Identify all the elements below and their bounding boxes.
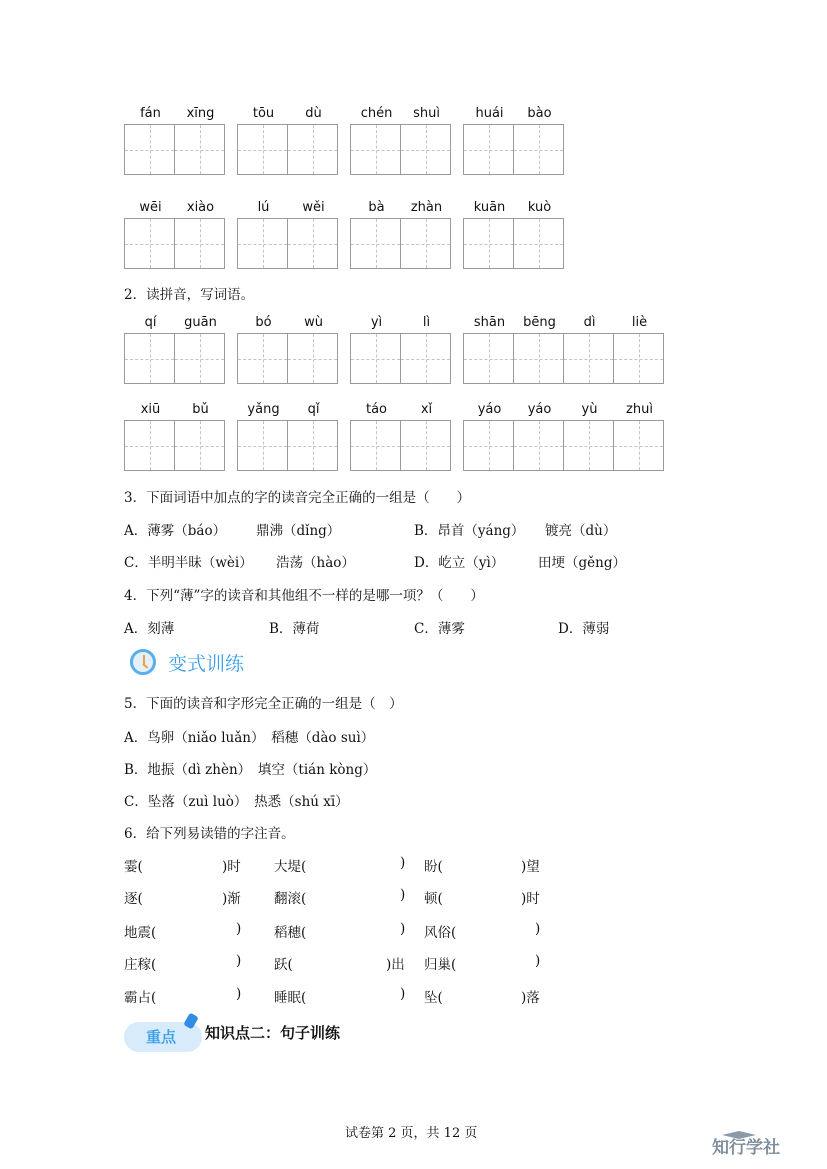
pinyin-label: zhuì [626, 402, 653, 417]
writing-cell[interactable] [237, 106, 288, 175]
q5-option-b: B．地振（dì zhèn） 填空（tián kòng） [124, 762, 377, 778]
pinyin-label: guān [184, 315, 217, 330]
writing-cell[interactable] [237, 315, 288, 384]
pinyin-label: yáo [527, 402, 552, 417]
pinyin-label: bǔ [192, 402, 209, 417]
word-box-group [350, 315, 451, 384]
writing-cell[interactable] [124, 106, 175, 175]
fill-item-close: )望 [521, 859, 540, 875]
fill-item-close: ) [400, 887, 406, 903]
pinyin-label: kuān [473, 200, 506, 215]
writing-cell[interactable] [287, 315, 338, 384]
q4-option-c: C．薄雾 [414, 621, 465, 637]
question-4-title: 4．下列“薄”字的读音和其他组不一样的是哪一项？（ ） [124, 588, 484, 604]
q3-option-d2: 田埂（gěng） [538, 555, 626, 571]
logo: 知行学社 [712, 1138, 780, 1158]
q3-option-d: D．屹立（yì） [414, 555, 505, 571]
knowledge-point-title: 知识点二：句子训练 [205, 1024, 341, 1042]
fill-item-close: ) [236, 921, 242, 937]
fill-item-label: 霎( [124, 859, 143, 875]
pinyin-label: dù [305, 106, 322, 121]
writing-cell[interactable] [124, 402, 175, 471]
fill-item-label: 坠( [424, 990, 443, 1006]
pinyin-label: wù [304, 315, 323, 330]
fill-item-label: 稻穗( [274, 925, 307, 941]
fill-item-label: 地震( [124, 925, 157, 941]
word-box-group [237, 106, 338, 175]
fill-item-label: 顿( [424, 891, 443, 907]
q5-option-a: A．鸟卵（niǎo luǎn） 稻穗（dào suì） [124, 730, 375, 746]
pinyin-label: liè [631, 315, 648, 330]
writing-cell[interactable] [237, 200, 288, 269]
q3-option-b2: 镀亮（dù） [545, 523, 617, 539]
fill-item-label: 大堤( [274, 859, 307, 875]
pinyin-label: wēi [139, 200, 162, 215]
word-box-group [124, 402, 225, 471]
pinyin-label: wěi [302, 200, 325, 215]
fill-item-label: 霸占( [124, 990, 157, 1006]
pinyin-label: xīng [186, 106, 215, 121]
pinyin-label: xǐ [420, 402, 433, 417]
fill-item-label: 跃( [274, 957, 293, 973]
key-point-badge: 重点 [124, 1022, 202, 1052]
fill-item-label: 盼( [424, 859, 443, 875]
writing-cell[interactable] [463, 200, 514, 269]
fill-item-label: 庄稼( [124, 957, 157, 973]
fill-item-close: ) [535, 921, 541, 937]
writing-cell[interactable] [237, 402, 288, 471]
writing-cell[interactable] [287, 106, 338, 175]
writing-cell[interactable] [613, 402, 664, 471]
writing-cell[interactable] [513, 106, 564, 175]
fill-item-close: )时 [521, 891, 540, 907]
pinyin-label: shuì [413, 106, 440, 121]
fill-item-close: )渐 [222, 891, 241, 907]
writing-cell[interactable] [463, 315, 514, 384]
q3-option-a: A．薄雾（báo） [124, 523, 227, 539]
writing-cell[interactable] [287, 402, 338, 471]
q4-option-a: A．刻薄 [124, 621, 175, 637]
pinyin-label: qí [144, 315, 157, 330]
word-box-group [237, 200, 338, 269]
question-6-title: 6．给下列易读错的字注音。 [124, 826, 295, 842]
writing-cell[interactable] [463, 106, 514, 175]
pinyin-label: bēng [523, 315, 556, 330]
clock-icon [130, 649, 156, 675]
writing-cell[interactable] [513, 402, 564, 471]
fill-item-close: )出 [386, 957, 405, 973]
word-box-group [237, 402, 338, 471]
word-box-group [463, 315, 664, 384]
word-box-group [124, 315, 225, 384]
q3-option-c: C．半明半昧（wèi） [124, 555, 253, 571]
fill-item-close: ) [400, 855, 406, 871]
writing-cell[interactable] [400, 200, 451, 269]
writing-cell[interactable] [400, 315, 451, 384]
pinyin-label: lú [257, 200, 270, 215]
writing-cell[interactable] [350, 315, 401, 384]
pinyin-label: huái [475, 106, 504, 121]
pinyin-label: tōu [252, 106, 275, 121]
writing-cell[interactable] [350, 200, 401, 269]
page-footer: 试卷第 2 页，共 12 页 [345, 1126, 478, 1141]
pinyin-label: kuò [527, 200, 552, 215]
pinyin-label: xiào [186, 200, 215, 215]
pinyin-label: bó [255, 315, 272, 330]
writing-cell[interactable] [463, 402, 514, 471]
word-box-group [350, 106, 451, 175]
pinyin-label: lì [422, 315, 431, 330]
writing-cell[interactable] [350, 402, 401, 471]
writing-cell[interactable] [563, 315, 614, 384]
pinyin-label: qǐ [307, 402, 320, 417]
writing-cell[interactable] [513, 315, 564, 384]
word-box-group [124, 106, 225, 175]
pinyin-label: zhàn [410, 200, 443, 215]
writing-cell[interactable] [613, 315, 664, 384]
fill-item-label: 归巢( [424, 957, 457, 973]
writing-cell[interactable] [174, 315, 225, 384]
fill-item-close: ) [400, 986, 406, 1002]
fill-item-label: 逐( [124, 891, 143, 907]
question-2-title: 2．读拼音，写词语。 [124, 287, 255, 303]
pinyin-label: yì [370, 315, 383, 330]
pinyin-label: xiū [140, 402, 161, 417]
writing-cell[interactable] [563, 402, 614, 471]
word-box-group [463, 200, 564, 269]
fill-item-label: 风俗( [424, 925, 457, 941]
pinyin-label: yáo [477, 402, 502, 417]
writing-cell[interactable] [124, 200, 175, 269]
pinyin-label: dì [583, 315, 596, 330]
writing-cell[interactable] [174, 402, 225, 471]
word-box-group [124, 200, 225, 269]
pinyin-label: táo [365, 402, 388, 417]
fill-item-close: )时 [222, 859, 241, 875]
word-box-group [350, 200, 451, 269]
writing-cell[interactable] [400, 402, 451, 471]
q4-option-d: D．薄弱 [558, 621, 610, 637]
writing-cell[interactable] [174, 200, 225, 269]
word-box-group [463, 106, 564, 175]
section-title: 变式训练 [168, 653, 245, 675]
pinyin-label: bào [527, 106, 552, 121]
fill-item-close: ) [236, 986, 242, 1002]
writing-cell[interactable] [124, 315, 175, 384]
word-box-group [463, 402, 664, 471]
writing-cell[interactable] [174, 106, 225, 175]
fill-item-close: ) [236, 953, 242, 969]
q3-option-a2: 鼎沸（dǐng） [256, 523, 341, 539]
pinyin-label: shān [473, 315, 506, 330]
writing-cell[interactable] [287, 200, 338, 269]
writing-cell[interactable] [513, 200, 564, 269]
question-5-title: 5．下面的读音和字形完全正确的一组是（ ） [124, 696, 403, 712]
q3-option-c2: 浩荡（hào） [276, 555, 355, 571]
fill-item-close: ) [535, 953, 541, 969]
writing-cell[interactable] [350, 106, 401, 175]
writing-cell[interactable] [400, 106, 451, 175]
q3-option-b: B．昂首（yáng） [414, 523, 525, 539]
pinyin-label: yǎng [247, 402, 280, 417]
pinyin-label: fán [140, 106, 161, 121]
pinyin-label: yù [581, 402, 598, 417]
fill-item-label: 翻滚( [274, 891, 307, 907]
fill-item-label: 睡眠( [274, 990, 307, 1006]
pinyin-label: bà [368, 200, 385, 215]
word-box-group [350, 402, 451, 471]
fill-item-close: ) [400, 921, 406, 937]
pinyin-label: chén [360, 106, 393, 121]
fill-item-close: )落 [521, 990, 540, 1006]
q4-option-b: B．薄荷 [269, 621, 320, 637]
word-box-group [237, 315, 338, 384]
question-3-title: 3．下面词语中加点的字的读音完全正确的一组是（ ） [124, 490, 471, 506]
q5-option-c: C．坠落（zuì luò） 热悉（shú xī） [124, 794, 349, 810]
